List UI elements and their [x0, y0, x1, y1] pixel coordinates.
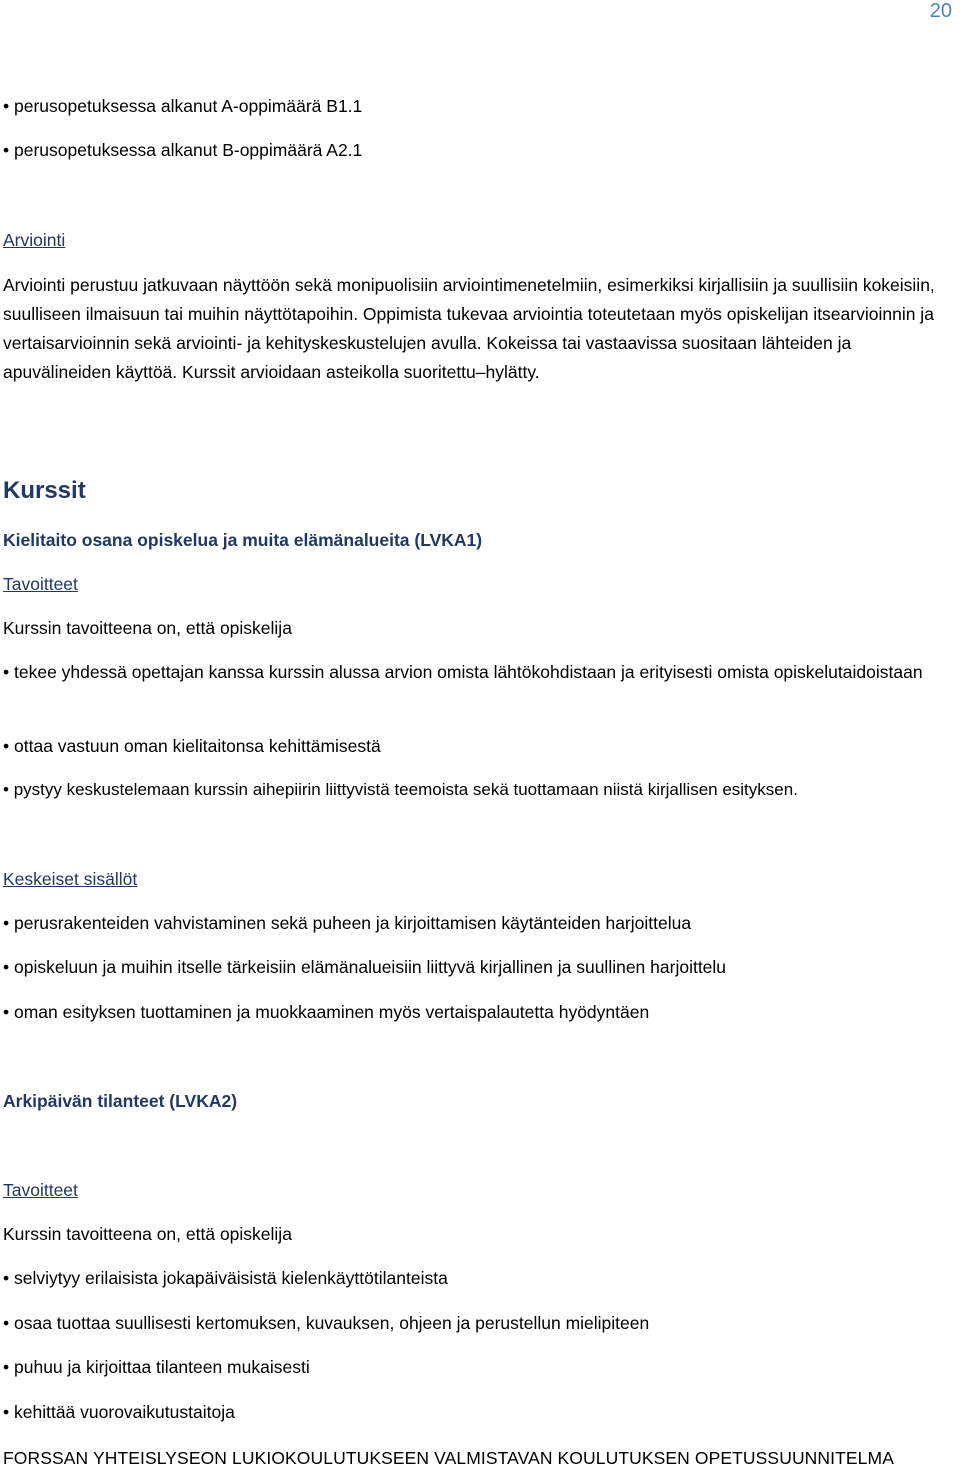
list-item: • perusrakenteiden vahvistaminen sekä puheen ja kirjoittamisen käytänteiden harjoittelua — [3, 909, 955, 937]
list-item: • selviytyy erilaisista jokapäiväisistä kielenkäyttötilanteista — [3, 1264, 955, 1292]
list-item: • pystyy keskustelemaan kurssin aihepiirin liittyvistä teemoista sekä tuottamaan niistä kirjallisen esityksen. — [3, 776, 955, 804]
lvka2-goals-heading: Tavoitteet — [3, 1180, 78, 1200]
arviointi-heading: Arviointi — [3, 230, 66, 250]
lvka1-content-heading: Keskeiset sisällöt — [3, 869, 138, 889]
list-item: • opiskeluun ja muihin itselle tärkeisiin elämänalueisiin liittyvä kirjallinen ja suullinen harjoittelu — [3, 953, 955, 981]
lvka1-goals-heading: Tavoitteet — [3, 574, 78, 594]
list-item: • perusopetuksessa alkanut A-oppimäärä B1.1 — [3, 92, 955, 120]
list-item: • oman esityksen tuottaminen ja muokkaaminen myös vertaispalautetta hyödyntäen — [3, 998, 955, 1026]
lvka1-title: Kielitaito osana opiskelua ja muita elämänalueita (LVKA1) — [3, 530, 483, 550]
list-item: • osaa tuottaa suullisesti kertomuksen, kuvauksen, ohjeen ja perustellun mielipiteen — [3, 1309, 955, 1337]
lvka2-title: Arkipäivän tilanteet (LVKA2) — [3, 1091, 238, 1111]
page-footer: FORSSAN YHTEISLYSEON LUKIOKOULUTUKSEEN VALMISTAVAN KOULUTUKSEN OPETUSSUUNNITELMA — [3, 1448, 894, 1468]
list-item: • perusopetuksessa alkanut B-oppimäärä A2.1 — [3, 136, 955, 164]
lvka2-goals-intro: Kurssin tavoitteena on, että opiskelija — [3, 1224, 292, 1244]
lvka1-goals-intro: Kurssin tavoitteena on, että opiskelija — [3, 618, 292, 638]
list-item: • tekee yhdessä opettajan kanssa kurssin alussa arvion omista lähtökohdistaan ja erityisesti omista opiskelutaidoistaan — [3, 658, 955, 686]
kurssit-heading: Kurssit — [3, 477, 86, 504]
list-item: • puhuu ja kirjoittaa tilanteen mukaisesti — [3, 1353, 955, 1381]
page-number: 20 — [929, 0, 952, 22]
arviointi-paragraph: Arviointi perustuu jatkuvaan näyttöön sekä monipuolisiin arviointimenetelmiin, esimerkiksi kirjallisiin ja suullisiin kokeisiin, suulliseen ilmaisuun tai muihin näyttötapoihin. Oppimista tukevaa arviointia toteutetaan myös opiskelijan itsearvioinnin ja vertaisarvioinnin sekä arviointi- ja kehityskeskustelujen avulla. Kokeissa tai vastaavissa suositaan lähteiden ja apuvälineiden käyttöä. Kurssit arvioidaan asteikolla suoritettu–hylätty. — [3, 275, 935, 382]
list-item: • ottaa vastuun oman kielitaitonsa kehittämisestä — [3, 732, 955, 760]
list-item: • kehittää vuorovaikutustaitoja — [3, 1398, 955, 1426]
